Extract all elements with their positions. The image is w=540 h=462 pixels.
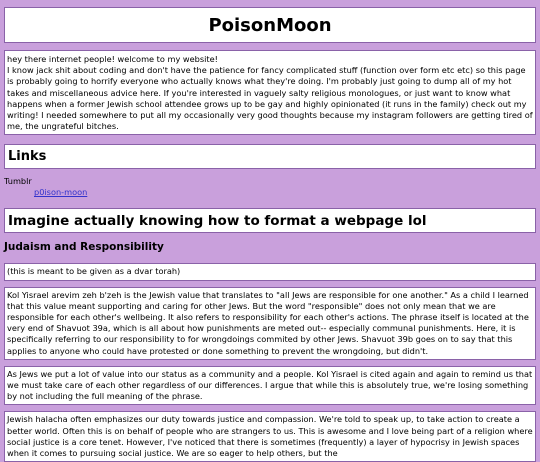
links-category-tumblr: Tumblr (4, 176, 32, 187)
links-list (4, 176, 536, 198)
article-subheading: Judaism and Responsibility (4, 241, 164, 254)
article-paragraph-3: Jewish halacha often emphasizes our duty towards justice and compassion. We're told to speak up, to take action to create a better world. Often this is on behalf of people who are strangers to us. This is awesome and I love being part of a religion where social justice is a core tenet. However, I've noticed that there is sometimes (frequently) a layer of hypocrisy in Jewish spaces when it comes to pursuing social justice. We are so eager to help others, but the (4, 411, 536, 462)
tumblr-link[interactable]: p0ison-moon (34, 187, 88, 198)
intro-text: hey there internet people! welcome to my website! I know jack shit about coding and don't have the patience for fancy complicated stuff (function over form etc etc) so this page is probably going to horrify everyone who actually knows what they're doing. I'm probably just going to dump all of my hot takes and miscellaneous advice here. If you're interested in vaguely salty religious monologues, or just want to know what happens when a former Jewish school attendee grows up to be gay and highly opinionated (it runs in the family) check out my writing! I needed somewhere to put all my occasionally very good thoughts because my instagram followers are getting tired of me, the ungrateful bitches. (4, 50, 536, 135)
article-note: (this is meant to be given as a dvar torah) (4, 263, 536, 280)
site-title: PoisonMoon (4, 7, 536, 43)
article-heading: Imagine actually knowing how to format a webpage lol (4, 208, 536, 233)
article-paragraph-1: Kol Yisrael arevim zeh b'zeh is the Jewish value that translates to "all Jews are responsible for one another." As a child I learned that this value meant supporting and caring for other Jews. But the word "responsible" does not only mean that we are responsible for each other's wellbeing. It also refers to responsibility for each other's actions. The phrase itself is located at the very end of Shavuot 39a, which is all about how punishments are meted out-- especially communal punishments. Here, it is specifically referring to our responsibility to for wrongdoings commited by other Jews. Shavuot 39b goes on to say that this applies to anyone who could have protested or done something to prevent the wrongdoing, but didn't. (4, 287, 536, 360)
links-heading: Links (4, 144, 536, 169)
article-paragraph-2: As Jews we put a lot of value into our status as a community and a people. Kol Yisrael is cited again and again to remind us that we must take care of each other regardless of our differences. I argue that while this is absolutely true, we're losing something by not including the full meaning of the phrase. (4, 366, 536, 406)
